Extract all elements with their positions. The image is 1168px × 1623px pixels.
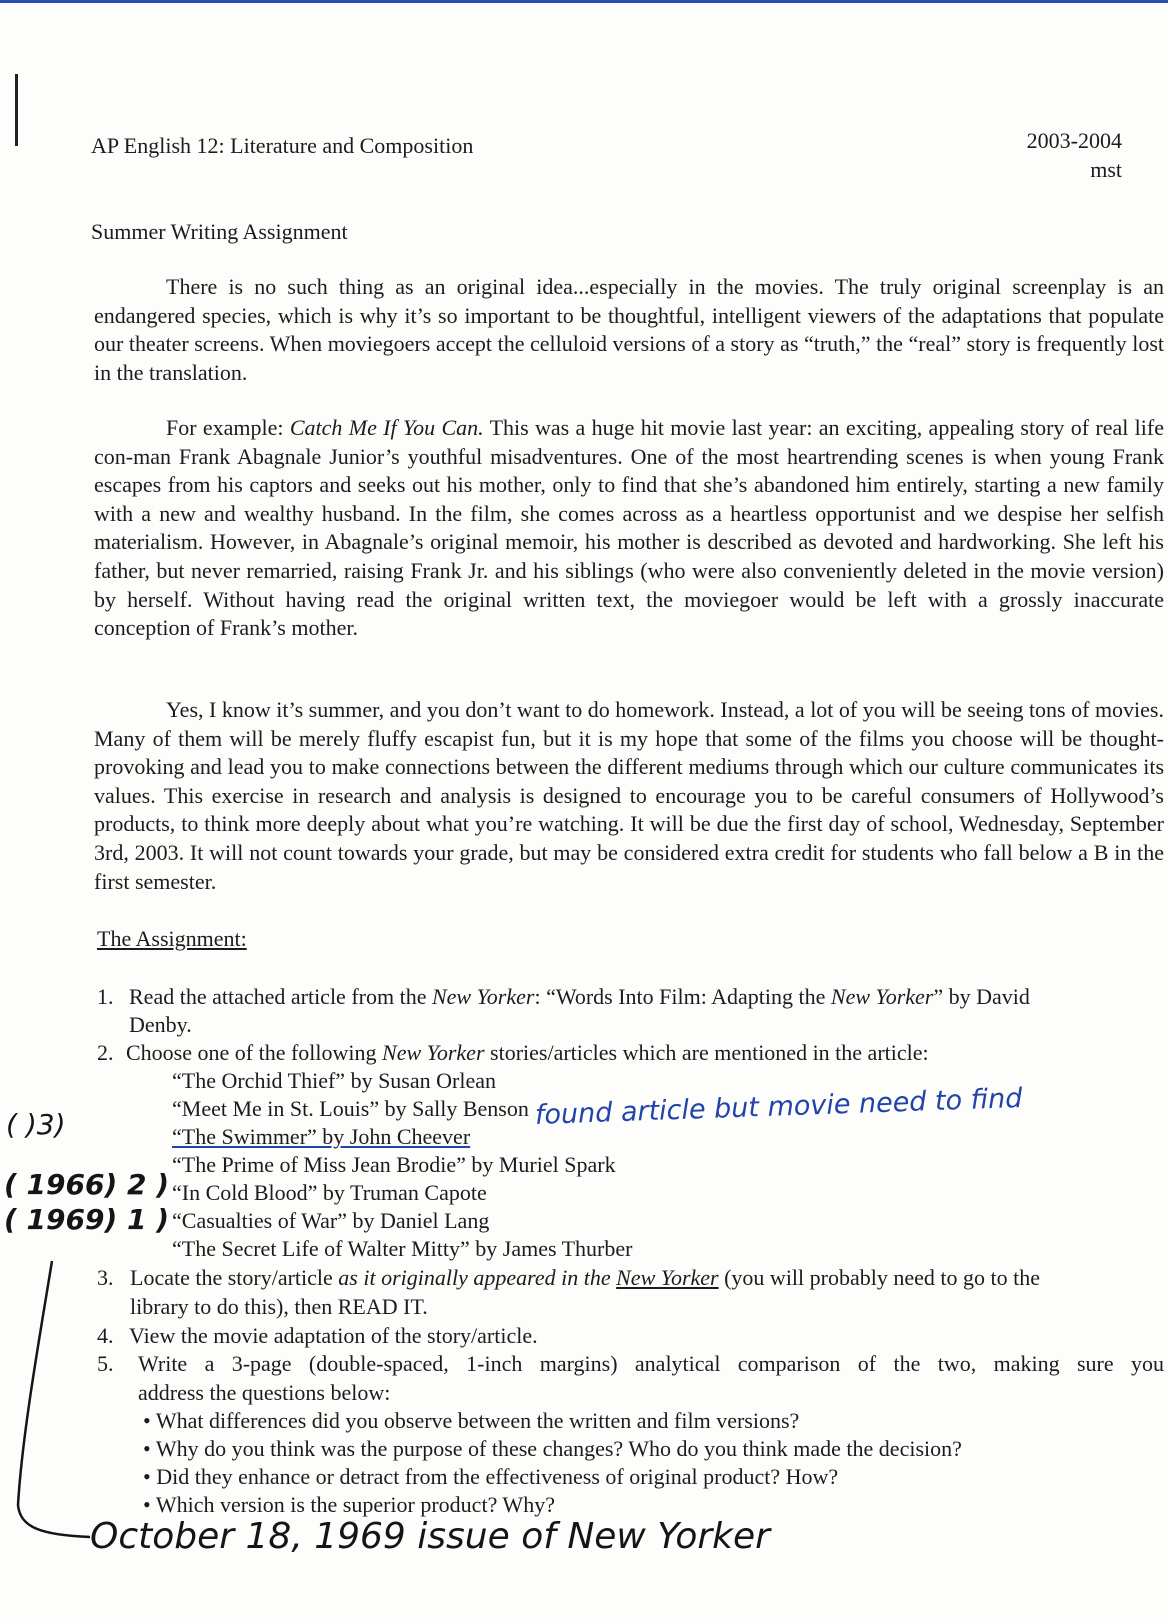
step-number: 5. (97, 1351, 114, 1376)
story-item: “The Secret Life of Walter Mitty” by James Thurber (172, 1236, 633, 1261)
course-title: AP English 12: Literature and Composition (91, 133, 474, 158)
question-item: • What differences did you observe between the written and film versions? (143, 1408, 800, 1433)
film-title: Catch Me If You Can. (289, 415, 484, 440)
step-1-text-cont: Denby. (129, 1012, 192, 1037)
step-5-text: Write a 3-page (double-spaced, 1-inch margins) analytical comparison of the two, making sure you (138, 1351, 1164, 1376)
scan-top-edge (0, 0, 1168, 3)
step-number: 4. (97, 1323, 114, 1348)
assignment-subtitle: Summer Writing Assignment (91, 219, 348, 244)
step-5-text-cont: address the questions below: (138, 1380, 391, 1405)
paragraph-example: For example: Catch Me If You Can. This was a huge hit movie last year: an exciting, appealing story of real life con-man Frank Abagnale Junior’s youthful misadventures. One of the most heartrending scenes is when young Frank escapes from his captors and seeks out his mother, only to find that she’s abandoned him entirely, starting a new family with a new and wealthy husband. In the film, she comes across as a heartless opportunist and we despise her selfish materialism. However, in Abagnale’s original memoir, his mother is described as devoted and hardworking. She left his father, but never remarried, raising Frank Jr. and his siblings (who were also conveniently deleted in the movie version) by herself. Without having read the original written text, the moviegoer would be left with a grossly inaccurate conception of Frank’s mother. (94, 415, 1164, 641)
question-item: • Did they enhance or detract from the effectiveness of original product? How? (143, 1464, 839, 1489)
school-year: 2003-2004 (1026, 128, 1122, 153)
step-3-text: Locate the story/article as it originally appeared in the New Yorker (you will probably need to go to the (130, 1265, 1040, 1290)
handwritten-bracket (0, 1255, 170, 1545)
teacher-initials: mst (1090, 157, 1122, 182)
step-number: 2. (97, 1040, 114, 1065)
story-item: “In Cold Blood” by Truman Capote (172, 1180, 487, 1205)
handwritten-mark-casualties: ( 1969) 1 ) (4, 1203, 170, 1236)
story-item: “The Prime of Miss Jean Brodie” by Muriel Spark (172, 1152, 616, 1177)
paragraph-intro: There is no such thing as an original idea...especially in the movies. The truly original screenplay is an endangered species, which is why it’s so important to be thoughtful, intelligent viewers of the adaptations that populate our theater screens. When moviegoers accept the celluloid versions of a story as “truth,” the “real” story is frequently lost in the translation. (94, 274, 1164, 385)
step-3-text-cont: library to do this), then READ IT. (130, 1294, 428, 1319)
step-number: 3. (97, 1265, 114, 1290)
handwritten-note-swimmer: found article but movie need to find (534, 1082, 1023, 1131)
story-item: “Casualties of War” by Daniel Lang (172, 1208, 490, 1233)
paragraph-summer: Yes, I know it’s summer, and you don’t want to do homework. Instead, a lot of you will be seeing tons of movies. Many of them will be merely fluffy escapist fun, but it is my hope that some of the films you choose will be thought-provoking and lead you to make connections between the different mediums through which our culture communicates its values. This exercise in research and analysis is designed to encourage you to be careful consumers of Hollywood’s products, to think more deeply about what you’re watching. It will be due the first day of school, Wednesday, September 3rd, 2003. It will not count towards your grade, but may be considered extra credit for students who fall below a B in the first semester. (94, 697, 1164, 894)
handwritten-mark-cold-blood: ( 1966) 2 ) (4, 1168, 170, 1201)
story-item: “The Orchid Thief” by Susan Orlean (172, 1068, 496, 1093)
step-2-text: Choose one of the following New Yorker stories/articles which are mentioned in the article: (126, 1040, 929, 1065)
step-1-text: Read the attached article from the New Yorker: “Words Into Film: Adapting the New Yorker” by David (129, 984, 1030, 1009)
handwritten-mark-swimmer: ( )3) (6, 1108, 66, 1141)
assignment-heading: The Assignment: (97, 926, 247, 951)
story-item: “Meet Me in St. Louis” by Sally Benson (172, 1096, 529, 1121)
margin-mark (15, 74, 18, 146)
step-4-text: View the movie adaptation of the story/article. (129, 1323, 538, 1348)
story-item-selected: “The Swimmer” by John Cheever (172, 1124, 471, 1149)
question-item: • Which version is the superior product? Why? (143, 1492, 555, 1517)
step-number: 1. (97, 984, 114, 1009)
question-item: • Why do you think was the purpose of these changes? Who do you think made the decision? (143, 1436, 962, 1461)
handwritten-bottom-note: October 18, 1969 issue of New Yorker (90, 1516, 770, 1557)
